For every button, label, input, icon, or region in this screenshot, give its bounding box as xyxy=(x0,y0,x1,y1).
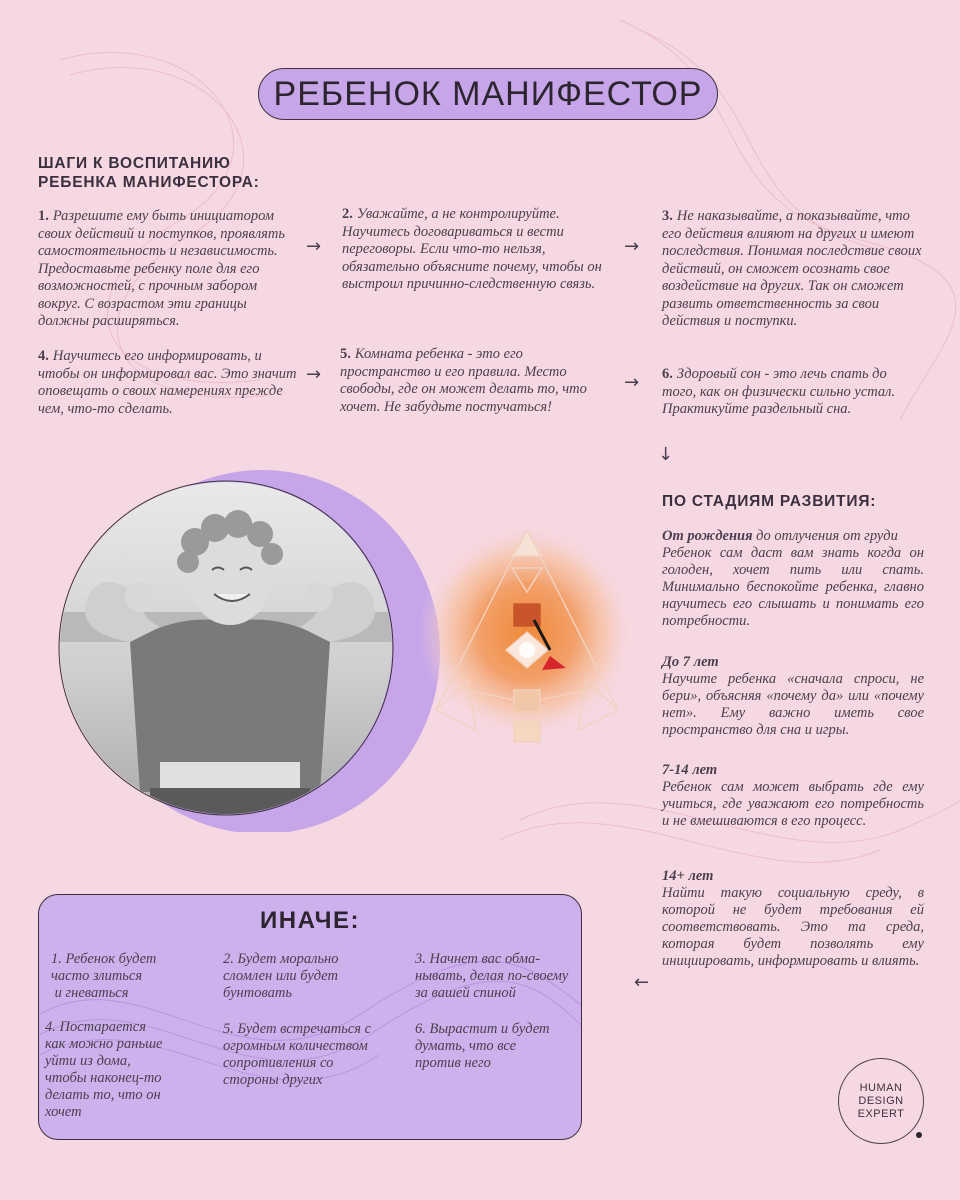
item-line: 4. Постарается xyxy=(45,1019,146,1035)
step-text: Не наказывайте, а показывайте, что его действия влияют на других и имеют последствия. Понимая последствие своих действий, он сможет осознать свое воздействие на других. Так он сможет развить ответственность за свои действия и поступки. xyxy=(662,208,922,329)
item-line: 5. Будет встречаться с xyxy=(223,1021,372,1037)
logo-line: DESIGN xyxy=(858,1094,904,1107)
item-line: за вашей спиной xyxy=(415,985,516,1001)
step-3 xyxy=(662,208,922,331)
stage-label: 7-14 лет xyxy=(662,762,718,778)
item-line: сопротивления со xyxy=(223,1055,334,1071)
item-line: нывать, делая по-своему xyxy=(415,968,569,984)
otherwise-item-6 xyxy=(415,1021,579,1072)
arrow-right-icon: → xyxy=(306,364,322,385)
stage-text: Ребенок сам может выбрать где ему учиться, где уважают его потребность и не вмешиваются в его процесс. xyxy=(662,779,924,829)
otherwise-box xyxy=(38,894,582,1140)
stage-label: От рождения xyxy=(662,528,753,544)
stages-heading: ПО СТАДИЯМ РАЗВИТИЯ: xyxy=(662,493,877,510)
bodygraph-illustration xyxy=(416,520,638,760)
item-line: и гневаться xyxy=(51,985,129,1001)
brand-logo xyxy=(838,1058,924,1144)
step-number: 6. xyxy=(662,366,673,382)
item-line: 6. Вырастит и будет xyxy=(415,1021,550,1037)
logo-line: HUMAN xyxy=(859,1081,903,1094)
step-text: Разрешите ему быть инициатором своих действий и поступков, проявлять самостоятельность и независимость. Предоставьте ребенку поле для его возможностей, с прочным забором вокруг. С возрастом эти границы должны расширяться. xyxy=(38,208,285,329)
item-line: сломлен или будет xyxy=(223,968,338,984)
title-banner xyxy=(258,68,718,120)
arrow-right-icon: → xyxy=(624,372,640,393)
otherwise-item-3 xyxy=(415,951,579,1002)
step-text: Здоровый сон - это лечь спать до того, как он физически сильно устал. Практикуйте раздельный сна. xyxy=(662,366,896,417)
arrow-right-icon: → xyxy=(306,236,322,257)
step-number: 1. xyxy=(38,208,49,224)
step-text: Комната ребенка - это его пространство и его правила. Место свободы, где он может делать то, что хочет. Не забудьте постучаться! xyxy=(340,346,587,415)
item-line: часто злиться xyxy=(51,968,143,984)
item-line: бунтовать xyxy=(223,985,292,1001)
step-4 xyxy=(38,348,302,418)
stage-text: Научите ребенка «сначала спроси, не бери», объясняя «почему да» или «почему нет». Ему важно иметь свое пространство для сна и игры. xyxy=(662,671,924,738)
step-number: 3. xyxy=(662,208,673,224)
item-line: против него xyxy=(415,1055,491,1071)
stage-1 xyxy=(662,528,924,630)
item-line: думать, что все xyxy=(415,1038,517,1054)
stage-1-title xyxy=(662,528,924,545)
stage-2 xyxy=(662,654,924,739)
stage-label: 14+ лет xyxy=(662,868,714,884)
item-line: 3. Начнет вас обма- xyxy=(415,951,541,967)
arrow-left-icon: ← xyxy=(634,972,650,993)
otherwise-item-1 xyxy=(51,951,211,1002)
logo-line: EXPERT xyxy=(857,1107,905,1120)
item-line: 2. Будет морально xyxy=(223,951,339,967)
step-text: Уважайте, а не контролируйте. Научитесь договариваться и вести переговоры. Если что-то нельзя, обязательно объясните почему, чтобы он выстроил причинно-следственную связь. xyxy=(342,206,602,292)
otherwise-item-4 xyxy=(45,1019,215,1121)
stage-text: Найти такую социальную среду, в которой не будет требования ей соответствовать. Это та среда, которая будет позволять ему инициировать, информировать и влиять. xyxy=(662,885,924,969)
step-1 xyxy=(38,208,300,331)
item-line: стороны других xyxy=(223,1072,323,1088)
step-number: 4. xyxy=(38,348,49,364)
step-number: 5. xyxy=(340,346,351,362)
item-line: 1. Ребенок будет xyxy=(51,951,157,967)
page-title: РЕБЕНОК МАНИФЕСТОР xyxy=(273,74,703,113)
step-5 xyxy=(340,346,608,416)
stage-4 xyxy=(662,868,924,970)
step-number: 2. xyxy=(342,206,353,222)
item-line: уйти из дома, xyxy=(45,1053,131,1069)
item-line: огромным количеством xyxy=(223,1038,368,1054)
stage-3 xyxy=(662,762,924,830)
step-2 xyxy=(342,206,607,294)
item-line: хочет xyxy=(45,1104,82,1120)
item-line: чтобы наконец-то xyxy=(45,1070,162,1086)
step-text: Научитесь его информировать, и чтобы он информировал вас. Это значит оповещать о своих намерениях прежде чем, что-то сделать. xyxy=(38,348,297,417)
otherwise-title: ИНАЧЕ: xyxy=(260,907,360,934)
otherwise-item-5 xyxy=(223,1021,403,1089)
steps-heading: ШАГИ К ВОСПИТАНИЮ РЕБЕНКА МАНИФЕСТОРА: xyxy=(38,155,260,191)
logo-dot xyxy=(916,1132,922,1138)
step-6 xyxy=(662,366,924,419)
stage-label: До 7 лет xyxy=(662,654,719,670)
child-photo xyxy=(30,462,440,832)
item-line: как можно раньше xyxy=(45,1036,163,1052)
stage-label-rest: до отлучения от груди xyxy=(752,528,898,544)
stage-text: Ребенок сам даст вам знать когда он голоден, хочет пить или спать. Минимально беспокойте ребенка, главно научитесь его слышать и понимать его потребности. xyxy=(662,545,924,629)
otherwise-item-2 xyxy=(223,951,403,1002)
arrow-right-icon: → xyxy=(624,236,640,257)
item-line: делать то, что он xyxy=(45,1087,161,1103)
arrow-down-icon: ↓ xyxy=(658,444,674,465)
